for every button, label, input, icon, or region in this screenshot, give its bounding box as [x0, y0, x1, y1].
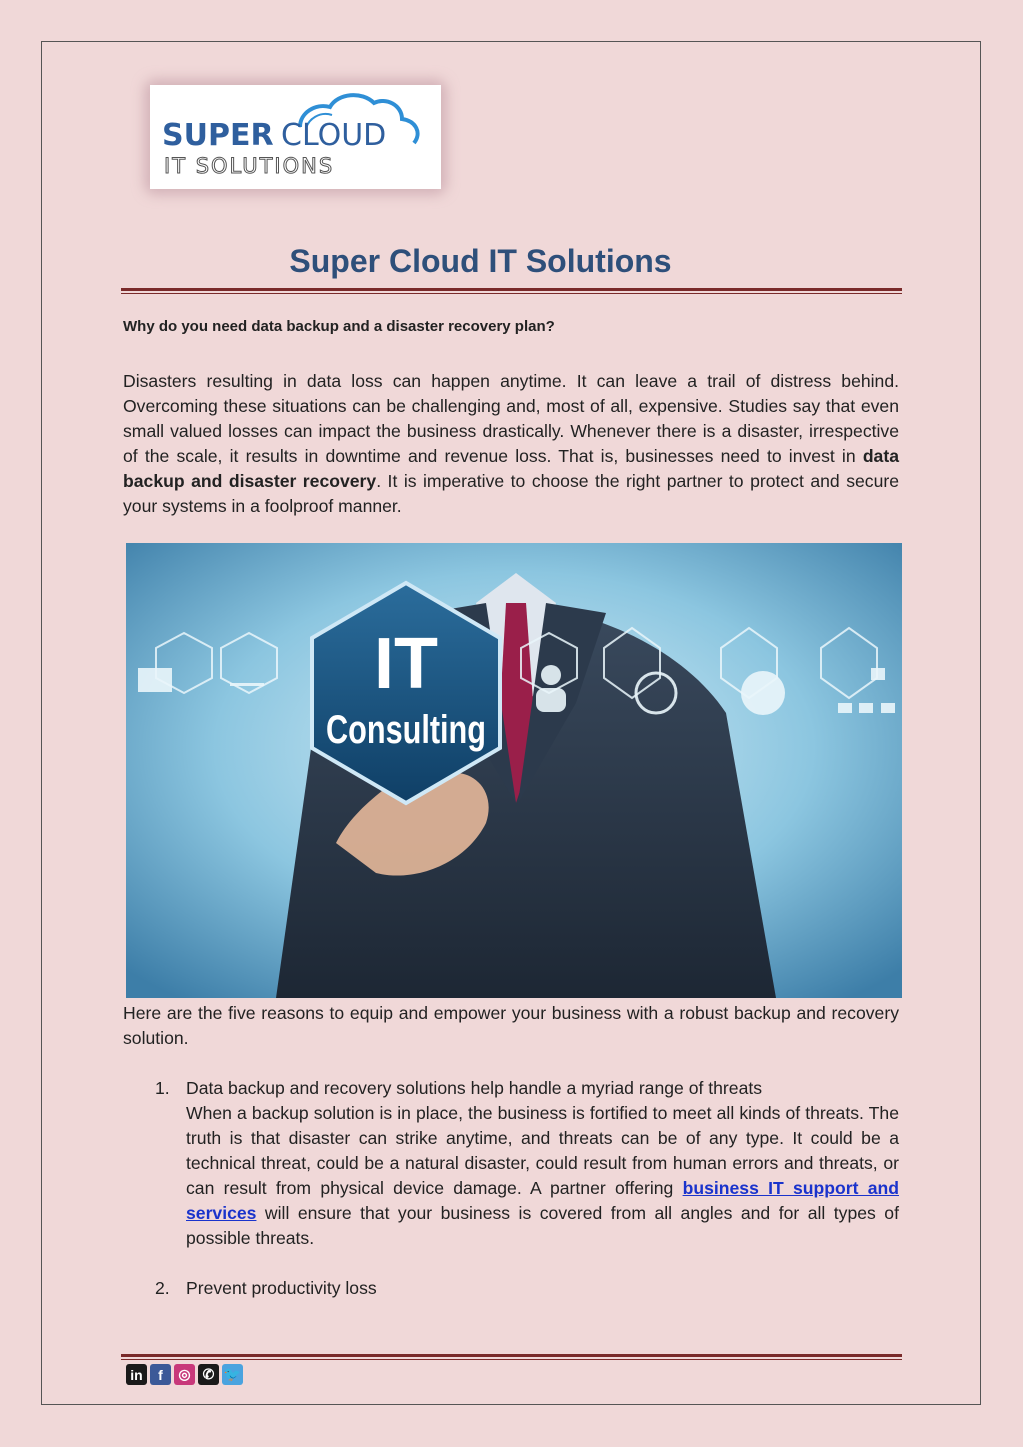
- reason-heading: Data backup and recovery solutions help handle a myriad range of threats: [186, 1078, 763, 1098]
- reason-body: When a backup solution is in place, the business is fortified to meet all kinds of threats. The truth is that disaster can strike anytime, and threats can be of any type. It could be a technical threat, could be a natural disaster, could result from human errors and threats, or can result from physical device damage. A partner offering business IT support and services will ensure that your business is covered from all angles and for all types of possible threats.: [186, 1103, 899, 1248]
- footer-divider: [121, 1354, 902, 1357]
- reason-item-2: [123, 1276, 899, 1301]
- reason-item-1: [123, 1076, 899, 1251]
- section-question: Why do you need data backup and a disaster recovery plan?: [123, 318, 555, 335]
- page-title: Super Cloud IT Solutions: [289, 243, 672, 279]
- intro-bold-phrase: data backup and disaster recovery: [123, 446, 899, 491]
- twitter-icon[interactable]: 🐦: [222, 1364, 243, 1385]
- intro-paragraph: Disasters resulting in data loss can happen anytime. It can leave a trail of distress behind. Overcoming these situations can be challenging and, most of all, expensive. Studies say that even small valued losses can impact the business drastically. Whenever there is a disaster, irrespective of the scale, it results in downtime and revenue loss. That is, businesses need to invest in data backup and disaster recovery. It is imperative to choose the right partner to protect and secure your systems in a foolproof manner.: [123, 371, 900, 516]
- hero-text-it: IT: [374, 624, 438, 704]
- reason-heading: Prevent productivity loss: [186, 1278, 377, 1298]
- reason-number: 2.: [155, 1278, 170, 1298]
- logo-text-it-solutions: IT SOLUTIONS: [164, 154, 335, 178]
- header-divider: [121, 288, 902, 291]
- it-consulting-image: [126, 543, 902, 998]
- business-it-support-link[interactable]: business IT support and services: [186, 1178, 899, 1223]
- hero-text-consulting: Consulting: [326, 708, 486, 752]
- whatsapp-icon[interactable]: ✆: [198, 1364, 219, 1385]
- logo-text-super: SUPER: [162, 118, 274, 153]
- footer-divider-thin: [121, 1359, 902, 1360]
- logo-text-cloud: CLOUD: [281, 118, 387, 153]
- linkedin-icon[interactable]: in: [126, 1364, 147, 1385]
- facebook-icon[interactable]: f: [150, 1364, 171, 1385]
- social-links: [126, 1364, 243, 1386]
- header-divider-thin: [121, 293, 902, 294]
- company-logo: [150, 85, 441, 189]
- instagram-icon[interactable]: ◎: [174, 1364, 195, 1385]
- reasons-intro: Here are the five reasons to equip and empower your business with a robust backup and recovery solution.: [123, 1003, 899, 1048]
- reason-number: 1.: [155, 1078, 170, 1098]
